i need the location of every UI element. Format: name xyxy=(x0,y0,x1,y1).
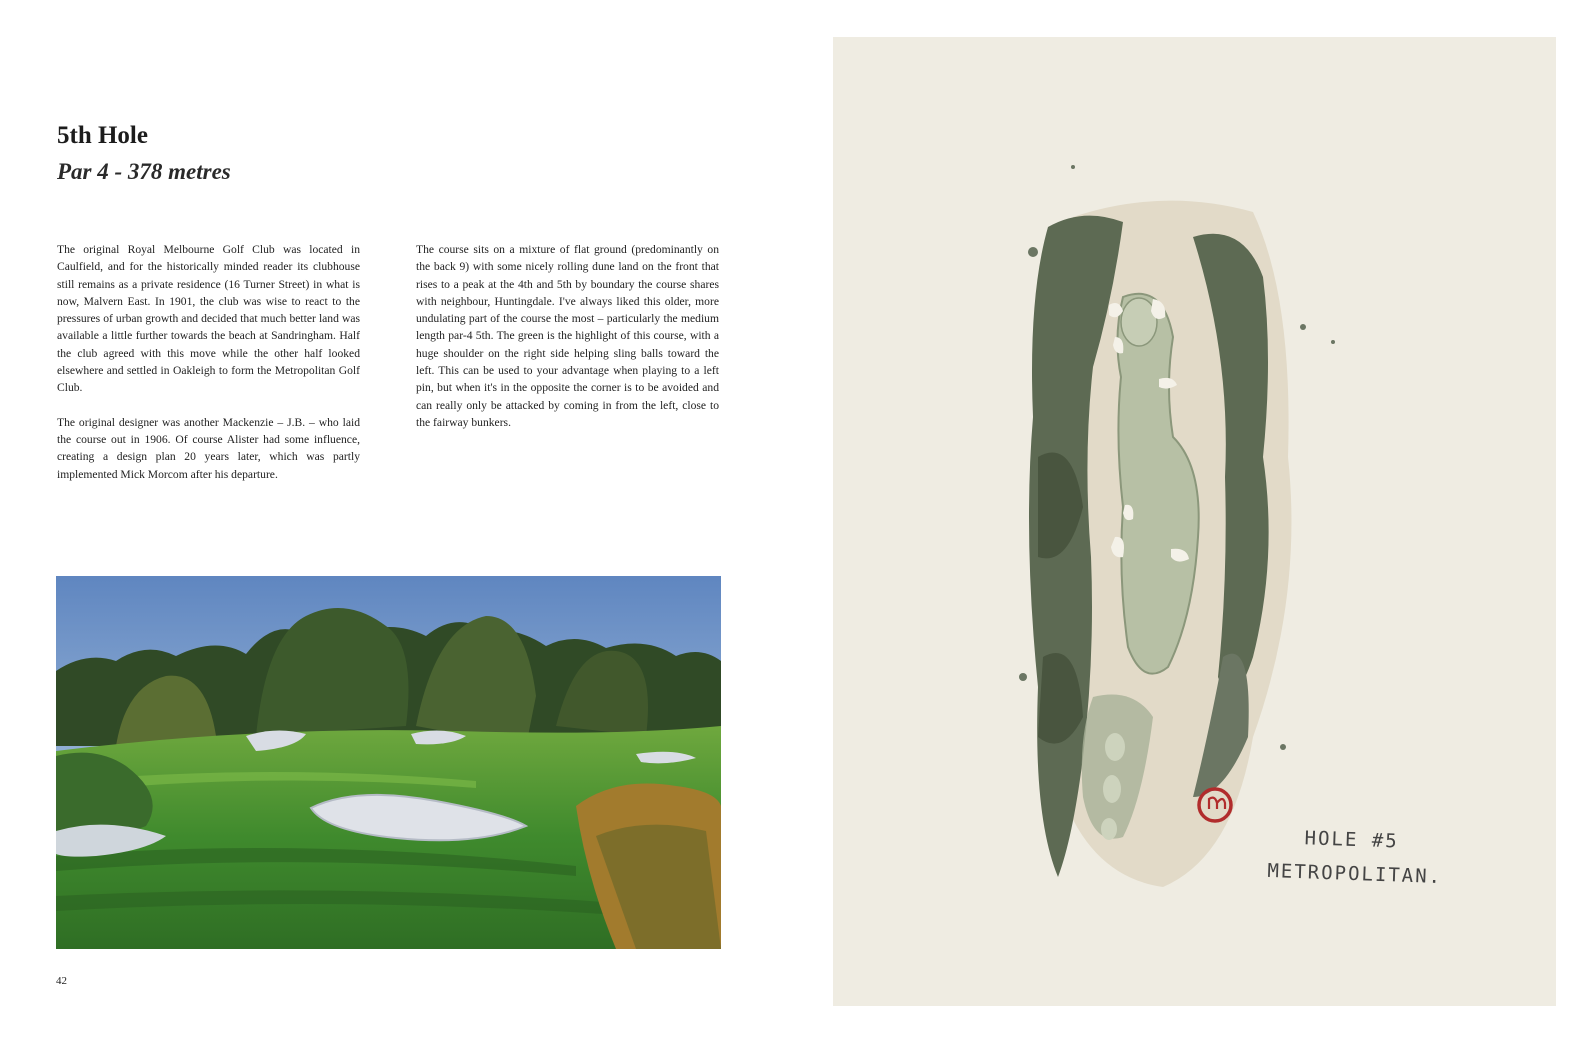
paragraph: The original designer was another Mackenzie – J.B. – who laid the course out in 1906. Of course Alister had some influence, creating a design plan 20 years later, which was partly implemented Mick Morcom after his departure. xyxy=(57,415,360,481)
hole-map-watercolor xyxy=(833,37,1556,1006)
caption-course: METROPOLITAN. xyxy=(1267,859,1443,889)
caption-hole: HOLE #5 xyxy=(1304,827,1400,853)
text-column-1 xyxy=(57,241,360,500)
golf-course-photo xyxy=(56,576,721,949)
illustration-caption xyxy=(1267,820,1444,894)
hole-title: 5th Hole xyxy=(57,122,148,149)
hole-subtitle: Par 4 - 378 metres xyxy=(57,159,231,184)
paragraph: The course sits on a mixture of flat ground (predominantly on the back 9) with some nicely rolling dune land on the front that rises to a peak at the 4th and 5th by boundary the course shares with neighbour, Huntingdale. I've always liked this older, more undulating part of the course the most – particularly the medium length par-4 5th. The green is the highlight of this course, with a huge shoulder on the right side helping sling balls toward the left. This can be used to your advantage when playing to a left pin, but when it's in the opposite the corner is to be avoided and can really only be attacked by coming in from the left, close to the fairway bunkers. xyxy=(416,243,719,429)
page-number: 42 xyxy=(56,975,67,987)
course-illustration xyxy=(833,37,1556,1006)
paragraph: The original Royal Melbourne Golf Club was located in Caulfield, and for the historically minded reader its clubhouse still remains as a private residence (16 Turner Street) in what is now, Malvern East. In 1901, the club was wise to react to the pressures of urban growth and decided that much better land was available a little further towards the beach at Sandringham. Half the club agreed with this move while the other half looked elsewhere and settled in Oakleigh to form the Metropolitan Golf Club. xyxy=(57,243,360,395)
text-column-2 xyxy=(416,241,719,448)
